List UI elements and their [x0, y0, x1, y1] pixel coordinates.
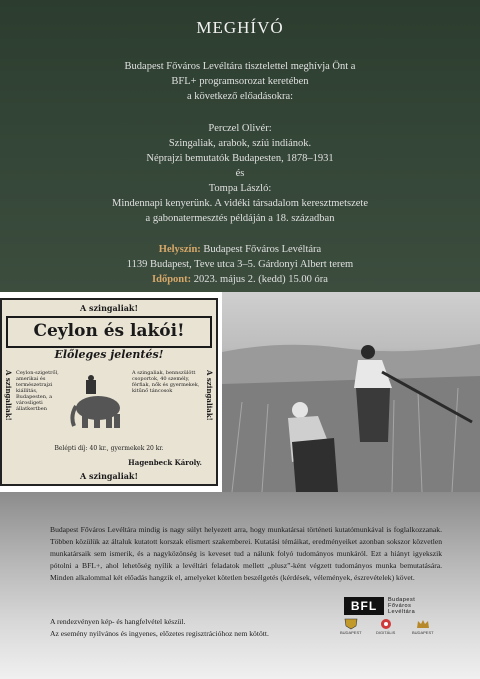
lecture1-title-2: Néprajzi bemutatók Budapesten, 1878–1931: [146, 153, 334, 164]
time-value: 2023. május 2. (kedd) 15.00 óra: [193, 274, 328, 285]
poster-signature: Hagenbeck Károly.: [128, 458, 202, 467]
bfl-name: [388, 597, 415, 615]
intro-line-2: BFL+ programsorozat keretében: [171, 76, 309, 87]
logo-budapest-100: [412, 618, 434, 635]
logo-budapest: [340, 618, 362, 635]
time-label: Időpont:: [152, 274, 192, 285]
crown-icon: [416, 618, 430, 630]
digital-logo-icon: [379, 618, 393, 630]
harvest-scene-icon: [222, 292, 480, 492]
poster-side-right: A szingaliak!: [205, 370, 214, 421]
bfl-name-3: Levéltára: [388, 609, 416, 615]
poster-headline: Ceylon és lakói!: [6, 316, 212, 348]
venue-address: 1139 Budapest, Teve utca 3–5. Gárdonyi Albert terem: [126, 259, 354, 270]
logo-digital-label: DIGITÁLIS: [376, 630, 396, 635]
time-line: [0, 273, 480, 287]
lecture1-title-1: Szingaliak, arabok, szíú indiánok.: [168, 138, 312, 149]
description-section: [0, 492, 480, 679]
historic-poster: [0, 298, 218, 486]
intro-line-3: a következő előadásokra:: [186, 91, 294, 102]
poster-col-right: A szingaliak, bennszülött csoportok, 40 személy, férfiak, nők és gyermekek, kitűnő táncosok: [132, 370, 200, 394]
bfl-name-2: Főváros: [388, 603, 412, 609]
image-strip: [0, 292, 480, 492]
logo-digital: [376, 618, 395, 635]
recording-note: A rendezvényen kép- és hangfelvétel készül.: [50, 617, 186, 626]
logo-budapest-100-label: BUDAPEST: [412, 630, 434, 635]
poster-col-left: Ceylon-szigetről, amerikai és természetrajzi kiállítás, Budapesten, a városligeti állatkertben: [16, 370, 59, 412]
bfl-mark: BFL: [344, 597, 384, 615]
page-title: MEGHÍVÓ: [196, 18, 284, 37]
lecture2-title-2: a gabonatermesztés példáján a 18. században: [145, 213, 335, 224]
venue-label: Helyszín:: [158, 244, 201, 255]
free-entry-note: Az esemény nyilvános és ingyenes, előzetes regisztrációhoz nem kötött.: [50, 629, 269, 638]
intro-line-1: Budapest Főváros Levéltára tisztelettel meghívja Önt a: [124, 61, 356, 72]
logo-budapest-label: BUDAPEST: [340, 630, 362, 635]
coat-of-arms-icon: [344, 618, 358, 630]
venue-place: Budapest Főváros Levéltára: [203, 244, 322, 255]
bfl-logo: [344, 597, 446, 617]
poster-footer: Belépti díj: 40 kr., gyermekek 20 kr.: [54, 445, 164, 452]
harvest-photo: [222, 292, 480, 492]
lecture2-speaker: Tompa László:: [208, 183, 272, 194]
lecture1-speaker: Perczel Olivér:: [208, 123, 272, 134]
connector: és: [235, 168, 245, 179]
poster-subheadline: Előleges jelentés!: [54, 348, 164, 361]
venue-line: [0, 243, 480, 257]
description-paragraph: Budapest Főváros Levéltára mindig is nagy súlyt helyezett arra, hogy munkatársai történeti kutatómunkával is foglalkozzanak. Többen közülük az általuk kutatott korszak elismert szakemberei. Kutatási témáikat, eredményeiket azonban sokszor közvetlen munkatársaik sem ismerik, és a nagyközönség is keveset tud a nálunk folyó tudományos munkáról. Ezt a hiányt igyekszik pótolni a BFL+, ahol lehetőség nyílik a levéltári feladatok mellett „plusz”-ként végzett tudományos munka bemutatására. Minden alkalommal két előadás hangzik el, amelyeket kötetlen beszélgetés (kérdések, vélemények, észrevételek) követ.: [50, 525, 442, 582]
poster-banner-top: A szingaliak!: [80, 303, 138, 313]
elephant-illustration-icon: [68, 372, 128, 432]
bfl-name-1: Budapest: [388, 597, 416, 603]
poster-side-left: A szingaliak!: [4, 370, 13, 421]
lecture2-title-1: Mindennapi kenyerünk. A vidéki társadalom keresztmetszete: [111, 198, 368, 209]
poster-banner-bottom: A szingaliak!: [80, 471, 138, 481]
invitation-header: [0, 0, 480, 292]
